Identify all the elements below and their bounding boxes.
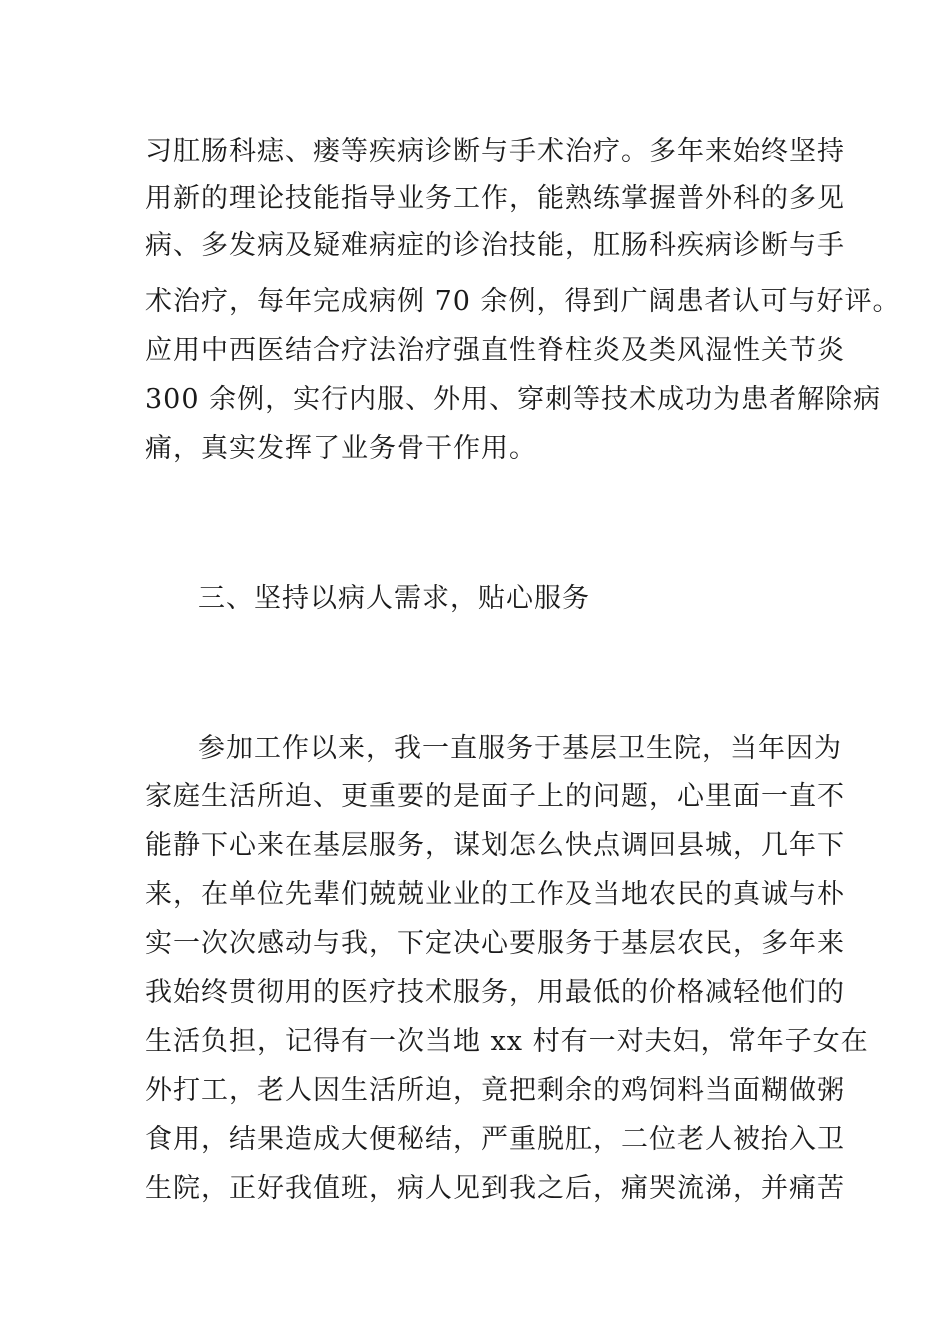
paragraph-2-line: 食用，结果造成大便秘结，严重脱肛，二位老人被抬入卫 bbox=[145, 1124, 845, 1155]
paragraph-2-line: 参加工作以来，我一直服务于基层卫生院，当年因为 bbox=[198, 733, 842, 764]
paragraph-1-line: 痛，真实发挥了业务骨干作用。 bbox=[145, 433, 537, 464]
paragraph-2-line: 能静下心来在基层服务，谋划怎么快点调回县城，几年下 bbox=[145, 830, 845, 861]
paragraph-2-line: 实一次次感动与我，下定决心要服务于基层农民，多年来 bbox=[145, 928, 845, 959]
paragraph-2-line: 来，在单位先辈们兢兢业业的工作及当地农民的真诚与朴 bbox=[145, 879, 845, 910]
paragraph-2-line: 生院，正好我值班，病人见到我之后，痛哭流涕，并痛苦 bbox=[145, 1173, 845, 1204]
paragraph-2-line: 生活负担，记得有一次当地 xx 村有一对夫妇，常年子女在 bbox=[145, 1026, 869, 1057]
section-heading: 三、坚持以病人需求，贴心服务 bbox=[198, 583, 590, 614]
paragraph-2-line: 家庭生活所迫、更重要的是面子上的问题，心里面一直不 bbox=[145, 781, 845, 812]
paragraph-1-line: 习肛肠科痣、瘘等疾病诊断与手术治疗。多年来始终坚持 bbox=[145, 136, 845, 167]
paragraph-2-line: 我始终贯彻用的医疗技术服务，用最低的价格减轻他们的 bbox=[145, 977, 845, 1008]
paragraph-1-line: 病、多发病及疑难病症的诊治技能，肛肠科疾病诊断与手 bbox=[145, 230, 845, 261]
paragraph-1-line: 术治疗，每年完成病例 70 余例，得到广阔患者认可与好评。 bbox=[145, 286, 901, 317]
paragraph-1-line: 应用中西医结合疗法治疗强直性脊柱炎及类风湿性关节炎 bbox=[145, 335, 845, 366]
paragraph-1-line: 用新的理论技能指导业务工作，能熟练掌握普外科的多见 bbox=[145, 183, 845, 214]
paragraph-2-line: 外打工，老人因生活所迫，竟把剩余的鸡饲料当面糊做粥 bbox=[145, 1075, 845, 1106]
paragraph-1-line: 300 余例，实行内服、外用、穿刺等技术成功为患者解除病 bbox=[145, 384, 882, 415]
